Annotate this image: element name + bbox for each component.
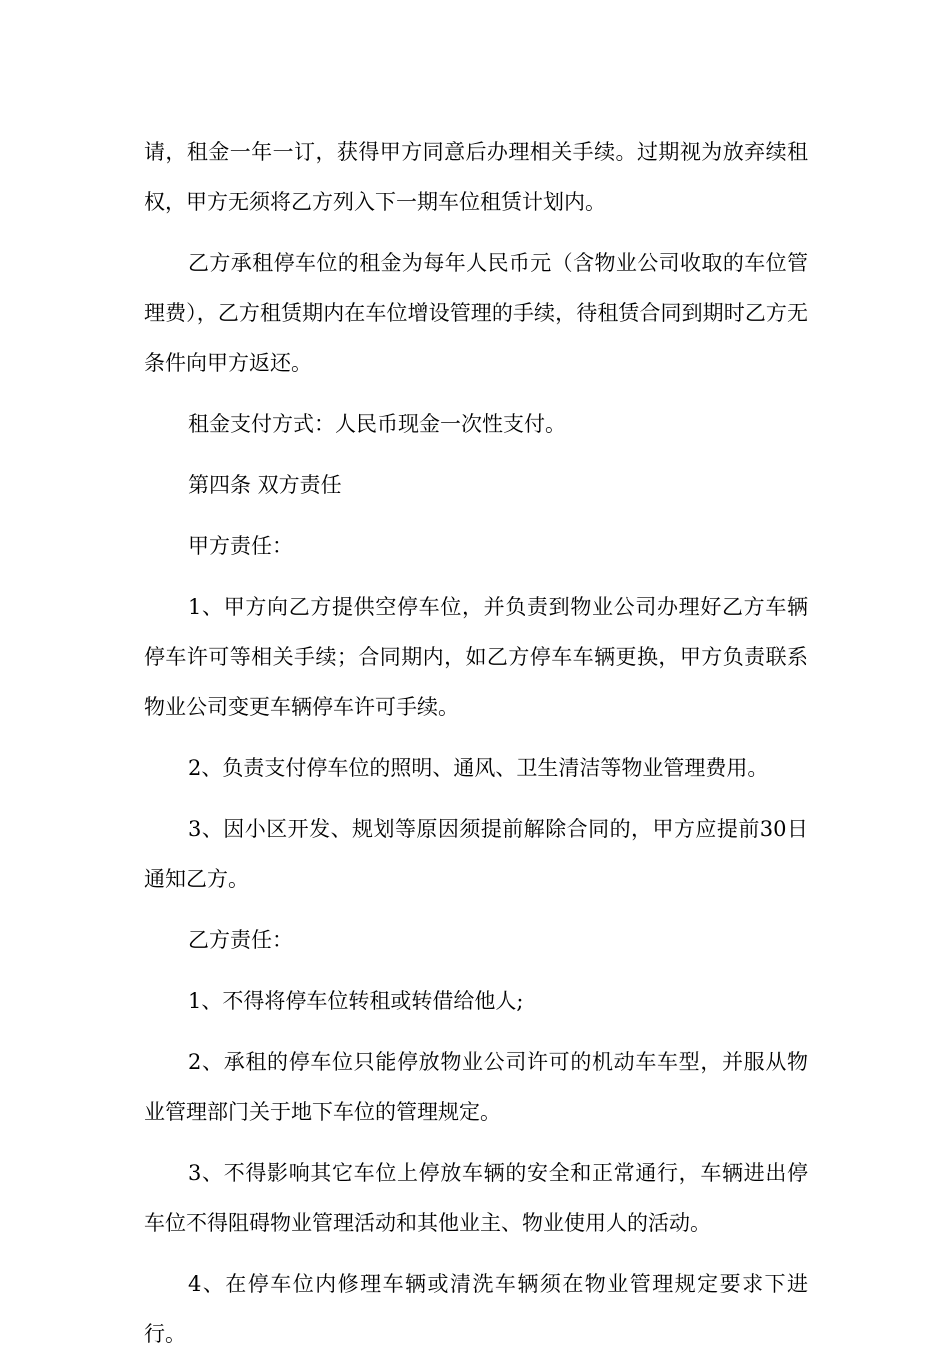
party-a-duty-2: 2、负责支付停车位的照明、通风、卫生清洁等物业管理费用。 <box>188 756 769 780</box>
paragraph-rent-amount: 乙方承租停车位的租金为每年人民币元（含物业公司收取的车位管理费），乙方租赁期内在车位增设管理的手续，待租赁合同到期时乙方无条件向甲方返还。 <box>144 251 808 375</box>
party-b-duty-4: 4、在停车位内修理车辆或清洗车辆须在物业管理规定要求下进行。 <box>144 1272 808 1346</box>
party-a-duty-3: 3、因小区开发、规划等原因须提前解除合同的，甲方应提前30日通知乙方。 <box>144 817 808 891</box>
document-body <box>144 127 808 1370</box>
paragraph-payment-method: 租金支付方式：人民币现金一次性支付。 <box>188 412 566 436</box>
subheading-party-b-duties: 乙方责任： <box>188 928 293 952</box>
section-heading-article-4: 第四条 双方责任 <box>188 473 342 497</box>
party-b-duty-1: 1、不得将停车位转租或转借给他人; <box>188 989 524 1013</box>
party-b-duty-2: 2、承租的停车位只能停放物业公司许可的机动车车型，并服从物业管理部门关于地下车位的管理规定。 <box>144 1050 808 1124</box>
party-a-duty-1: 1、甲方向乙方提供空停车位，并负责到物业公司办理好乙方车辆停车许可等相关手续；合同期内，如乙方停车车辆更换，甲方负责联系物业公司变更车辆停车许可手续。 <box>144 595 808 719</box>
subheading-party-a-duties: 甲方责任： <box>188 534 293 558</box>
paragraph-continuation: 请，租金一年一订，获得甲方同意后办理相关手续。过期视为放弃续租权，甲方无须将乙方列入下一期车位租赁计划内。 <box>144 140 808 214</box>
party-b-duty-3: 3、不得影响其它车位上停放车辆的安全和正常通行，车辆进出停车位不得阻碍物业管理活动和其他业主、物业使用人的活动。 <box>144 1161 808 1235</box>
